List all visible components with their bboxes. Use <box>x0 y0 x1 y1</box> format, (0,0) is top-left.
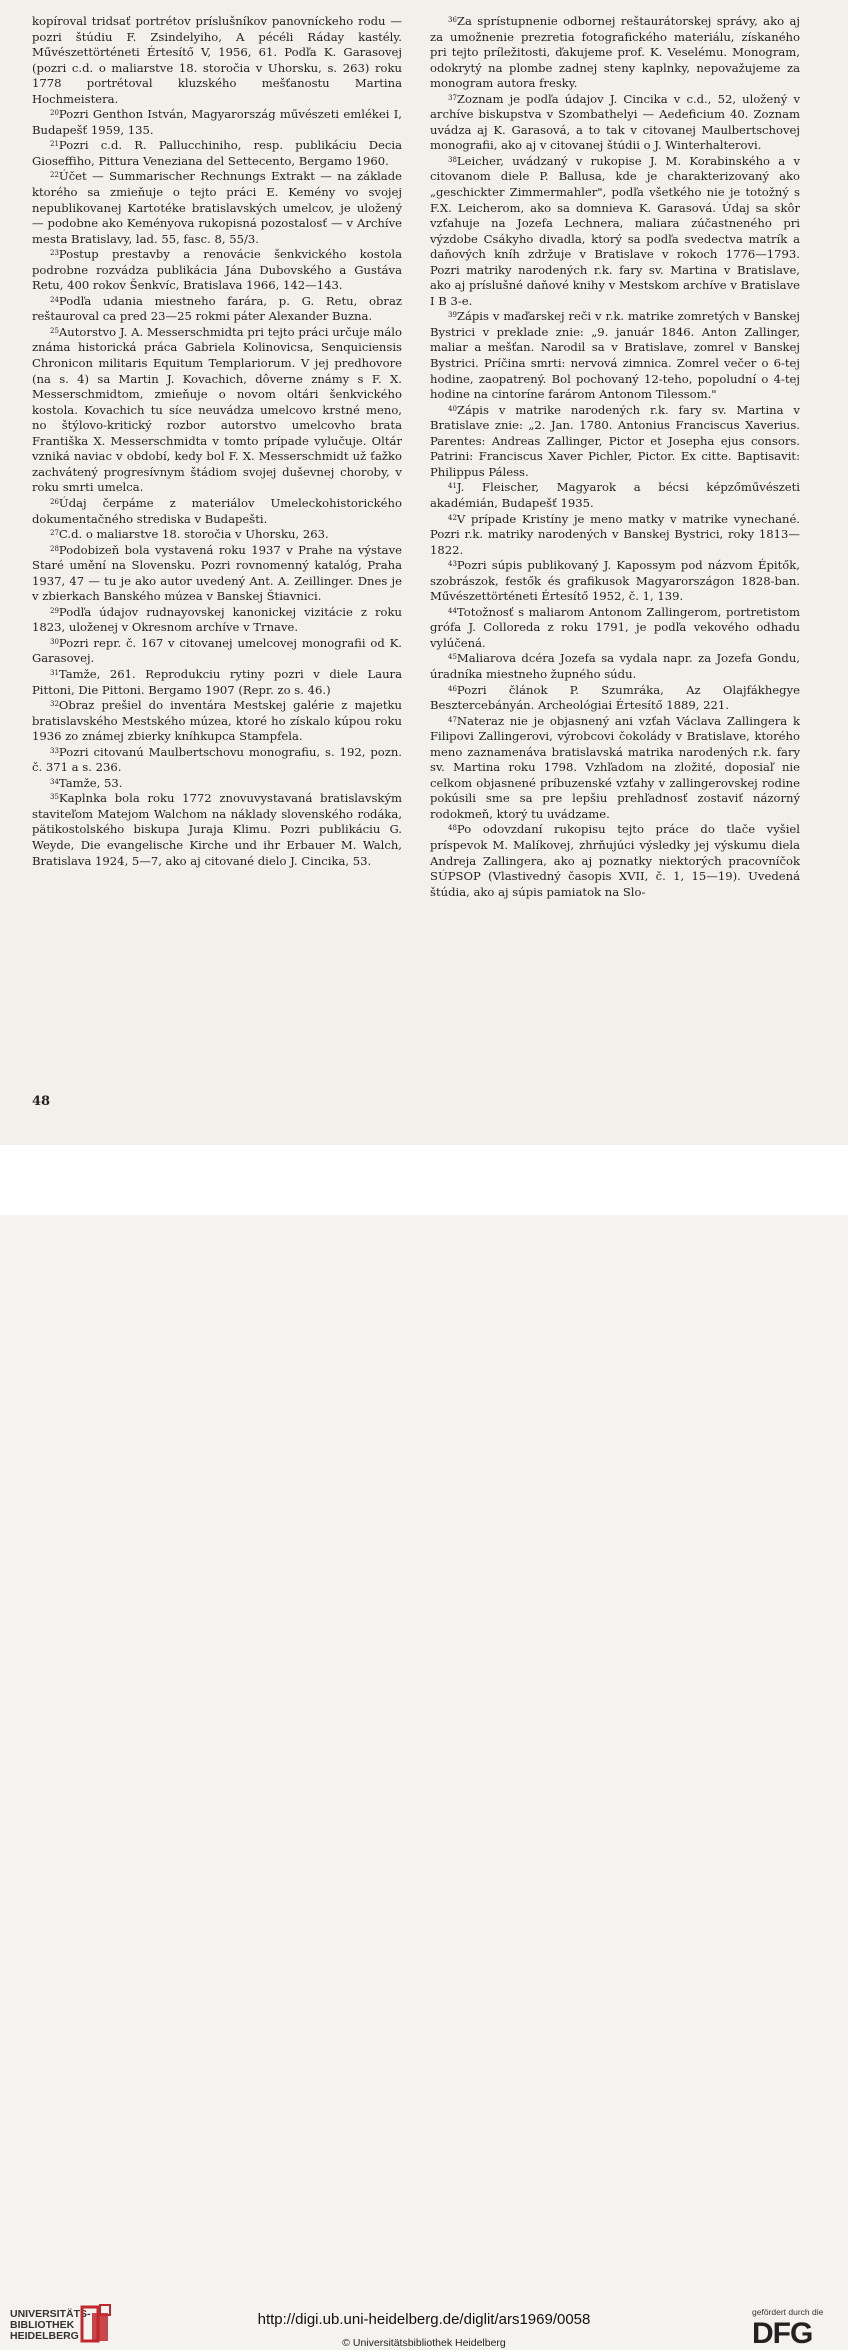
footnote-37 <box>430 92 800 154</box>
footnote-text: Obraz prešiel do inventára Mestskej galérie z majetku bratislavského Mestského múzea, ktoré ho získalo kúpou roku 1936 zo známej zbierky kníhkupca Stampfela. <box>32 698 402 744</box>
footnote-text: Údaj čerpáme z materiálov Umeleckohistorického dokumentačného strediska v Budapešti. <box>32 495 402 526</box>
footnote-text: Zápis v matrike narodených r.k. fary sv. Martina v Bratislave znie: „2. Jan. 1780. Antonius Franciscus Xaverius. Parentes: Andreas Zallinger, Pictor et Josepha ejus consors. Patrini: Franciscus Xaver Pichler, Pictor. Ex citte. Baptisavit: Philippus Páless. <box>430 402 800 479</box>
footnote-number: 32 <box>50 700 59 709</box>
footnote-number: 35 <box>50 793 59 802</box>
footnote-number: 22 <box>50 171 59 180</box>
footnote-number: 21 <box>50 140 59 149</box>
footnote-number: 28 <box>50 544 59 553</box>
footnote-number: 33 <box>50 746 59 755</box>
footnote-26 <box>32 496 402 527</box>
footnote-33 <box>32 745 402 776</box>
footnote-24 <box>32 294 402 325</box>
footnote-text: Pozri súpis publikovaný J. Kapossym pod názvom Épitők, szobrászok, festők és grafikusok Magyarországon 1828-ban. Művészettörténeti Értesítő 1952, č. 1, 139. <box>430 558 800 604</box>
footnote-continuation <box>32 14 402 107</box>
footnote-32 <box>32 698 402 745</box>
footnote-number: 45 <box>448 653 457 662</box>
footnote-text: Po odovzdaní rukopisu tejto práce do tlače vyšiel príspevok M. Malíkovej, zhrňujúci výsledky jej výskumu diela Andreja Zallingera, ako aj poznatky niektorých pracovníčok SÚPSOP (Vlastivedný časopis XVII, č. 1, 15—19). Uvedená štúdia, ako aj súpis pamiatok na Slo- <box>430 822 800 899</box>
footnote-43 <box>430 558 800 605</box>
footnote-text: V prípade Kristíny je meno matky v matrike vynechané. Pozri r.k. matriky narodených v Banskej Bystrici, roky 1813—1822. <box>430 511 800 557</box>
footnote-20 <box>32 107 402 138</box>
footnote-34 <box>32 776 402 792</box>
footnote-number: 48 <box>448 824 457 833</box>
copyright-notice: © Universitätsbibliothek Heidelberg <box>342 2337 506 2349</box>
footnote-text: Podobizeň bola vystavená roku 1937 v Prahe na výstave Staré umění na Slovensku. Pozri rovnomenný katalóg, Praha 1937, 47 — tu je ako autor uvedený Ant. A. Zeillinger. Dnes je v zbierkach Banského múzea v Banskej Štiavnici. <box>32 542 402 604</box>
footnote-text: Postup prestavby a renovácie šenkvického kostola podrobne rozvádza publikácia Jána Dubovského a Gustáva Retu, 400 rokov Šenkvíc, Bratislava 1966, 142—143. <box>32 247 402 293</box>
footnote-number: 38 <box>448 155 457 164</box>
footnote-number: 31 <box>50 668 59 677</box>
footnote-number: 46 <box>448 684 457 693</box>
footnote-text: Kaplnka bola roku 1772 znovuvystavaná bratislavským staviteľom Matejom Walchom na náklady slovenského rodáka, pätikostolského biskupa Juraja Klimu. Pozri publikáciu G. Weyde, Die evangelische Kirche und ihr Erbauer M. Walch, Bratislava 1924, 5—7, ako aj citované dielo J. Cincika, 53. <box>32 791 402 868</box>
footnote-number: 44 <box>448 606 457 615</box>
page-number: 48 <box>32 1094 51 1109</box>
footnote-text: Pozri citovanú Maulbertschovu monografiu, s. 192, pozn. č. 371 a s. 236. <box>32 744 402 775</box>
footnote-text: Účet — Summarischer Rechnungs Extrakt — na základe ktorého sa zmieňuje o tejto práci E. Kemény vo svojej nepublikovanej Kartotéke bratislavských umelcov, je uložený — podobne ako Keményova rukopisná pozostalosť — v Archíve mesta Bratislavy, lad. 55, fasc. 8, 55/3. <box>32 169 402 246</box>
footnote-number: 36 <box>448 16 457 24</box>
footnote-text: Pozri článok P. Szumráka, Az Olajfákhegye Besztercebányán. Archeológiai Értesítő 1889, 221. <box>430 682 800 713</box>
footnote-35 <box>32 791 402 869</box>
footnote-28 <box>32 543 402 605</box>
footnote-text: Nateraz nie je objasnený ani vzťah Václava Zallingera k Filipovi Zallingerovi, výrobcovi čokolády v Bratislave, ktorého meno zaznamenáva bratislavská matrika narodených r.k. fary sv. Martina roku 1798. Vzhľadom na zložité, doposiaľ nie celkom objasnené príbuzenské vzťahy v zallingerovskej rodine pokúsili sme sa pre lepšiu prehľadnosť zostaviť názorný rodokmeň, ktorý tu uvádzame. <box>430 713 800 821</box>
footnote-39 <box>430 309 800 402</box>
footnote-number: 23 <box>50 249 59 258</box>
footnote-text: Zoznam je podľa údajov J. Cincika v c.d., 52, uložený v archíve biskupstva v Szombathelyi — Aedeficium 40. Zoznam uvádza aj K. Garasová, a to tak v citovanej Maulbertschovej monografii, ako aj v citovanej štúdii o J. Winterhalterovi. <box>430 91 800 153</box>
footnote-text: Leicher, uvádzaný v rukopise J. M. Korabinského a v citovanom diele P. Ballusa, kde je charakterizovaný ako „geschickter Zimmermahler", podľa všetkého nie je totožný s F.X. Leicherom, ako sa domnieva K. Garasová. Údaj sa skôr vzťahuje na Jozefa Lechnera, maliara zúčastneného pri výzdobe Csákyho divadla, ktorý sa podľa svedectva matrík a daňových kníh zdržuje v Bratislave v rokoch 1776—1793. Pozri matriky narodených r.k. fary sv. Martina v Bratislave, ako aj príslušné daňové knihy v Mestskom archíve v Bratislave I B 3-e. <box>430 153 800 308</box>
footnotes-right-column <box>430 14 800 1072</box>
footnote-text: Za sprístupnenie odbornej reštaurátorskej správy, ako aj za umožnenie prezretia fotografického materiálu, získaného pri tejto príležitosti, ďakujeme prof. K. Veselému. Monogram, odokrytý na plombe zadnej steny kaplnky, nepovažujeme za monogram autora fresky. <box>430 14 800 91</box>
footnote-25 <box>32 325 402 496</box>
footnote-number: 26 <box>50 497 59 506</box>
footnote-number: 42 <box>448 513 457 522</box>
footnote-30 <box>32 636 402 667</box>
footnote-23 <box>32 247 402 294</box>
footer-bar <box>0 1145 848 2350</box>
footnote-42 <box>430 512 800 559</box>
footnote-number: 25 <box>50 326 59 335</box>
footnote-text: Zápis v maďarskej reči v r.k. matrike zomretých v Banskej Bystrici v preklade znie: „9. január 1846. Anton Zallinger, maliar a mešťan. Narodil sa v Bratislave, zomrel v Banskej Bystrici. Príčina smrti: nervová zimnica. Zomrel večer o 6-tej hodine, zaopatrený. Bol pochovaný 12-teho, popoludní o 4-tej hodine na cintoríne farárom Antonom Tilessom." <box>430 309 800 402</box>
footnote-number: 41 <box>448 482 457 491</box>
funded-by-label: gefördert durch die <box>752 2307 824 2317</box>
footnote-text: Tamže, 53. <box>58 775 123 790</box>
footnote-27 <box>32 527 402 543</box>
footnote-text: Totožnosť s maliarom Antonom Zallingerom, portretistom grófa J. Colloreda z roku 1791, je podľa vekového odhadu vylúčená. <box>430 604 800 650</box>
permalink-url[interactable]: http://digi.ub.uni-heidelberg.de/diglit/ars1969/0058 <box>257 2311 591 2328</box>
footnotes-left-column <box>32 14 402 1072</box>
footnote-text: Podľa údajov rudnayovskej kanonickej vizitácie z roku 1823, uloženej v Okresnom archíve v Trnave. <box>32 604 402 635</box>
footnote-number: 37 <box>448 93 457 102</box>
footnote-text: Pozri c.d. R. Pallucchiniho, resp. publikáciu Decia Gioseffiho, Pittura Veneziana del Settecento, Bergamo 1960. <box>32 138 402 168</box>
footnote-text: Tamže, 261. Reprodukciu rytiny pozri v diele Laura Pittoni, Die Pittoni. Bergamo 1907 (Repr. zo s. 46.) <box>32 666 402 697</box>
footnote-48 <box>430 822 800 900</box>
footnote-46 <box>430 683 800 714</box>
footnote-number: 30 <box>50 637 59 646</box>
footnote-45 <box>430 651 800 682</box>
footnote-text: Autorstvo J. A. Messerschmidta pri tejto práci určuje málo známa historická práca Gabriela Kolinovicsa, Senquiciensis Chronicon militaris Equitum Templariorum. V jej predhovore (na s. 4) sa Martin J. Kovachich, dôverne známy s F. X. Messerschmidtom, zmieňuje o novom oltári šenkvického kostola. Kovachich tu síce neuvádza umelcovo krstné meno, no štýlovo-kritický rozbor autorstvo umelcovho brata Františka X. Messerschmidta v tomto prípade vylučuje. Oltár vzniká naviac v období, kedy bol F. X. Messerschmidt už ťažko zachvátený progresívnym štádiom svojej duševnej choroby, v roku smrti umelca. <box>32 324 402 495</box>
footnote-number: 20 <box>50 109 59 118</box>
footnote-number: 40 <box>448 404 457 413</box>
footnote-number: 29 <box>50 606 59 615</box>
footnote-text: Pozri repr. č. 167 v citovanej umelcovej monografii od K. Garasovej. <box>32 635 402 666</box>
footnote-text: Maliarova dcéra Jozefa sa vydala napr. za Jozefa Gondu, úradníka miestneho župného súdu. <box>430 651 800 681</box>
footnote-number: 39 <box>448 311 457 320</box>
footnote-22 <box>32 169 402 247</box>
footnote-text: kopíroval tridsať portrétov príslušníkov panovníckeho rodu — pozri štúdiu F. Zsindelyiho, A pécéli Ráday kastély. Művészettörténeti Értesítő V, 1956, 61. Podľa K. Garasovej (pozri c.d. o maliarstve 18. storočia v Uhorsku, s. 263) roku 1778 portrétoval kluzského mešťanostu Martina Hochmeistera. <box>32 14 402 106</box>
footnote-number: 34 <box>50 777 59 786</box>
footnote-36 <box>430 14 800 92</box>
footnote-31 <box>32 667 402 698</box>
footnote-number: 47 <box>448 715 457 724</box>
footnote-number: 43 <box>448 560 457 569</box>
footnote-21 <box>32 138 402 169</box>
footnote-47 <box>430 714 800 823</box>
dfg-logo: DFG <box>752 2317 813 2350</box>
footnote-40 <box>430 403 800 481</box>
footnote-41 <box>430 480 800 511</box>
footnote-text: Pozri Genthon István, Magyarország művészeti emlékei I, Budapešť 1959, 135. <box>32 107 402 137</box>
footnote-text: Podľa udania miestneho farára, p. G. Retu, obraz reštauroval ca pred 23—25 rokmi páter Alexander Buzna. <box>32 293 402 324</box>
footnote-29 <box>32 605 402 636</box>
footnote-38 <box>430 154 800 309</box>
footnote-text: J. Fleischer, Magyarok a bécsi képzőművészeti akadémián, Budapešť 1935. <box>430 480 800 510</box>
footnote-text: C.d. o maliarstve 18. storočia v Uhorsku, 263. <box>58 527 329 542</box>
footnote-number: 24 <box>50 295 59 304</box>
footnote-number: 27 <box>50 529 59 538</box>
footnote-44 <box>430 605 800 652</box>
library-name: UNIVERSITÄTS- BIBLIOTHEK HEIDELBERG <box>10 2308 91 2342</box>
scanned-page <box>0 0 848 1145</box>
